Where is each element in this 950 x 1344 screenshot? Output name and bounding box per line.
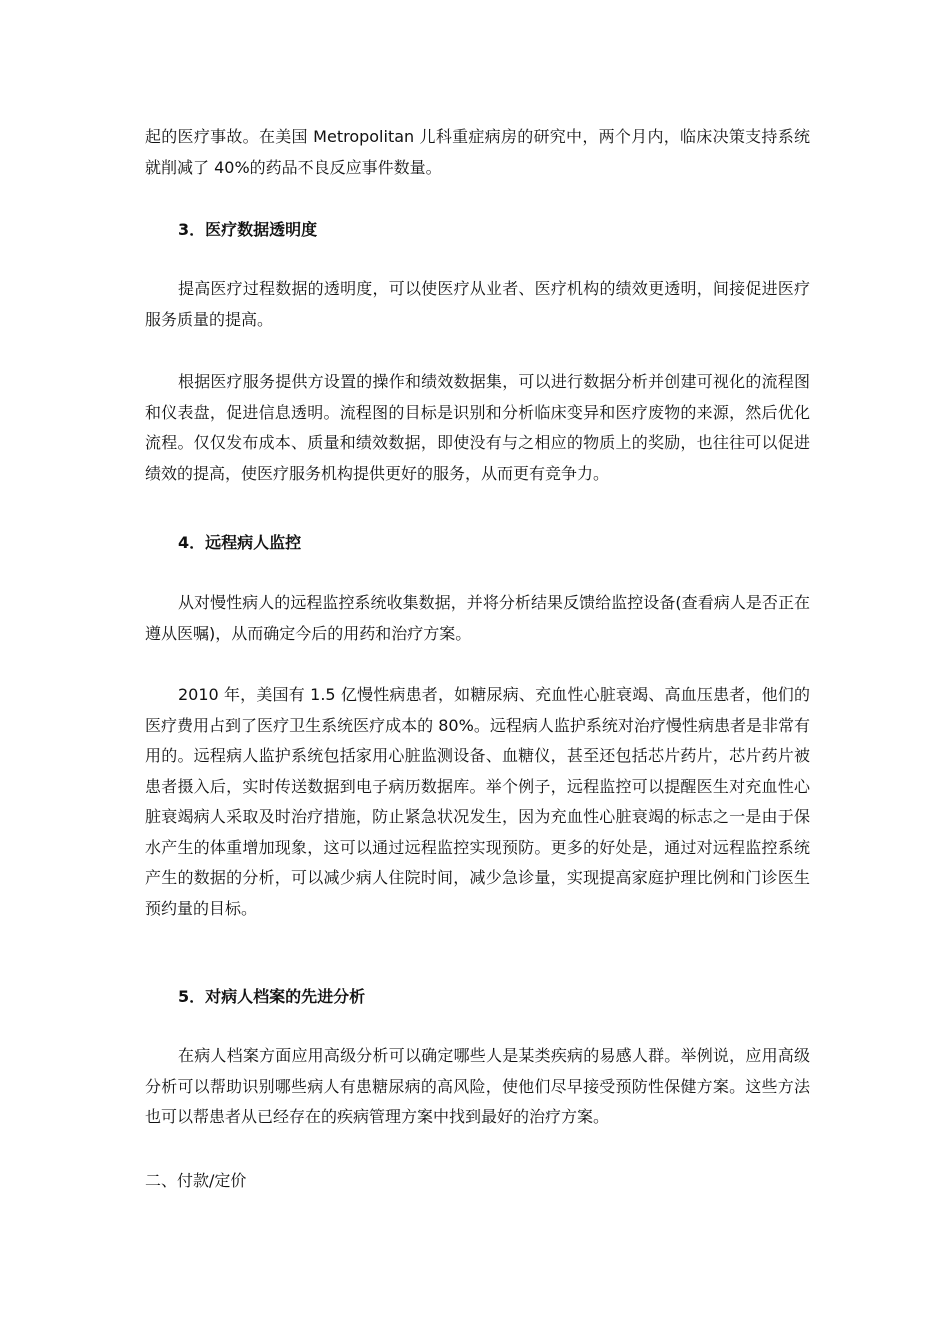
paragraph-patient-profile-analysis: 在病人档案方面应用高级分析可以确定哪些人是某类疾病的易感人群。举例说，应用高级分析可以帮助识别哪些病人有患糖尿病的高风险，使他们尽早接受预防性保健方案。这些方法也可以帮患者从已经存在的疾病管理方案中找到最好的治疗方案。 [145,1046,810,1126]
paragraph-transparency-intro: 提高医疗过程数据的透明度，可以使医疗从业者、医疗机构的绩效更透明，间接促进医疗服务质量的提高。 [145,279,810,329]
section-heading-remote-monitoring: 4．远程病人监控 [178,533,302,552]
paragraph-cdss-result: 起的医疗事故。在美国 Metropolitan 儿科重症病房的研究中，两个月内，临床决策支持系统就削减了 40%的药品不良反应事件数量。 [145,127,810,177]
section-heading-patient-profile-analysis: 5．对病人档案的先进分析 [178,987,366,1006]
section-heading-data-transparency: 3．医疗数据透明度 [178,220,318,239]
paragraph-transparency-dashboard: 根据医疗服务提供方设置的操作和绩效数据集，可以进行数据分析并创建可视化的流程图和仪表盘，促进信息透明。流程图的目标是识别和分析临床变异和医疗废物的来源，然后优化流程。仅仅发布成本、质量和绩效数据，即使没有与之相应的物质上的奖励，也往往可以促进绩效的提高，使医疗服务机构提供更好的服务，从而更有竞争力。 [145,372,810,483]
paragraph-remote-monitoring-intro: 从对慢性病人的远程监控系统收集数据，并将分析结果反馈给监控设备(查看病人是否正在遵从医嘱)，从而确定今后的用药和治疗方案。 [145,593,810,643]
paragraph-remote-monitoring-detail: 2010 年，美国有 1.5 亿慢性病患者，如糖尿病、充血性心脏衰竭、高血压患者，他们的医疗费用占到了医疗卫生系统医疗成本的 80%。远程病人监护系统对治疗慢性病患者是非常有用的。远程病人监护系统包括家用心脏监测设备、血糖仪，甚至还包括芯片药片，芯片药片被患者摄入后，实时传送数据到电子病历数据库。举个例子，远程监控可以提醒医生对充血性心脏衰竭病人采取及时治疗措施，防止紧急状况发生，因为充血性心脏衰竭的标志之一是由于保水产生的体重增加现象，这可以通过远程监控实现预防。更多的好处是，通过对远程监控系统产生的数据的分析，可以减少病人住院时间，减少急诊量，实现提高家庭护理比例和门诊医生预约量的目标。 [145,685,810,918]
chapter-heading-payment-pricing: 二、付款/定价 [145,1171,247,1190]
